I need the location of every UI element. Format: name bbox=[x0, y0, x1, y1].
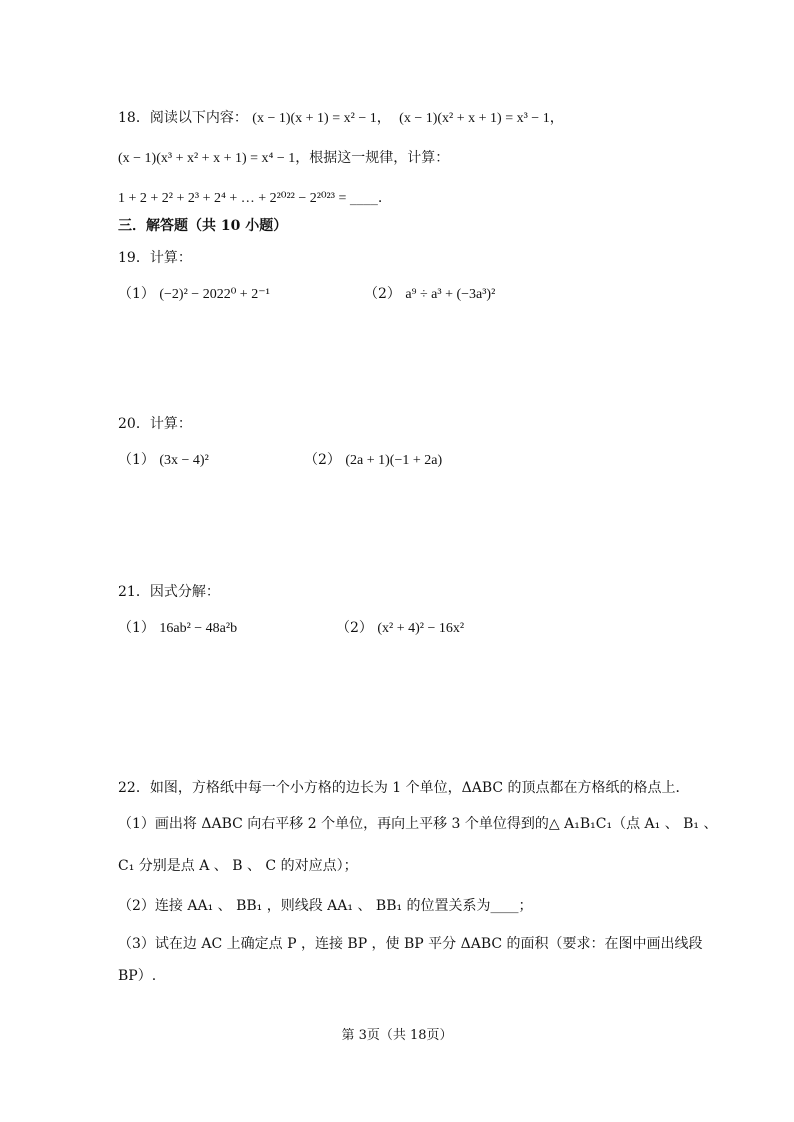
q21-p2-expr: (x² + 4)² − 16x² bbox=[377, 621, 465, 636]
q19-part1 bbox=[118, 284, 270, 305]
q20-part2 bbox=[304, 450, 442, 471]
q19-p2-label: （2） bbox=[364, 286, 401, 302]
q22-line2: （1）画出将 ΔABC 向右平移 2 个单位，再向上平移 3 个单位得到的△ A₁B₁C₁（点 A₁ 、 B₁ 、 bbox=[118, 816, 718, 832]
q18-eq1: (x − 1)(x + 1) = x² − 1， bbox=[252, 111, 391, 126]
q19-p1-expr: (−2)² − 2022⁰ + 2⁻¹ bbox=[159, 287, 270, 302]
section3-title: 三．解答题（共 10 小题） bbox=[118, 218, 288, 234]
q21-part2 bbox=[336, 618, 464, 639]
q21-p2-label: （2） bbox=[336, 620, 373, 636]
q22-line1: 22．如图，方格纸中每一个小方格的边长为 1 个单位，ΔABC 的顶点都在方格纸的格点上． bbox=[118, 780, 690, 796]
q18-line2 bbox=[118, 148, 449, 169]
q18-line1 bbox=[118, 108, 564, 129]
q20-p1-expr: (3x − 4)² bbox=[159, 453, 209, 468]
q19-p1-label: （1） bbox=[118, 286, 155, 302]
q18-line2-text: ，根据这一规律，计算： bbox=[295, 150, 450, 166]
q22-line4: （2）连接 AA₁ 、 BB₁ ，则线段 AA₁ 、 BB₁ 的位置关系为____； bbox=[118, 898, 533, 914]
q20-p2-expr: (2a + 1)(−1 + 2a) bbox=[345, 453, 443, 468]
q22-line3: C₁ 分别是点 A 、 B 、 C 的对应点）； bbox=[118, 858, 358, 874]
q18-blank: ____. bbox=[349, 190, 383, 206]
q21-p1-label: （1） bbox=[118, 620, 155, 636]
q19-p2-expr: a⁹ ÷ a³ + (−3a³)² bbox=[405, 287, 496, 302]
q20-part1 bbox=[118, 450, 209, 471]
q18-eq4: 1 + 2 + 2² + 2³ + 2⁴ + … + 2²⁰²² − 2²⁰²³ = bbox=[118, 191, 350, 206]
q21-part1 bbox=[118, 618, 237, 639]
q22-line6: BP）. bbox=[118, 968, 157, 984]
q18-eq2: (x − 1)(x² + x + 1) = x³ − 1， bbox=[399, 111, 564, 126]
q18-label: 18．阅读以下内容： bbox=[118, 110, 248, 126]
q22-line5: （3）试在边 AC 上确定点 P ，连接 BP ，使 BP 平分 ΔABC 的面积（要求：在图中画出线段 bbox=[118, 936, 703, 952]
q19-title: 19．计算： bbox=[118, 250, 192, 266]
q18-eq3: (x − 1)(x³ + x² + x + 1) = x⁴ − 1 bbox=[118, 151, 296, 166]
q18-line3 bbox=[118, 188, 382, 209]
page-footer: 第 3页（共 18页） bbox=[341, 1028, 453, 1043]
q19-part2 bbox=[364, 284, 495, 305]
q20-p2-label: （2） bbox=[304, 452, 341, 468]
q21-title: 21．因式分解： bbox=[118, 584, 220, 600]
q20-title: 20．计算： bbox=[118, 416, 192, 432]
q20-p1-label: （1） bbox=[118, 452, 155, 468]
q21-p1-expr: 16ab² − 48a²b bbox=[159, 621, 238, 636]
